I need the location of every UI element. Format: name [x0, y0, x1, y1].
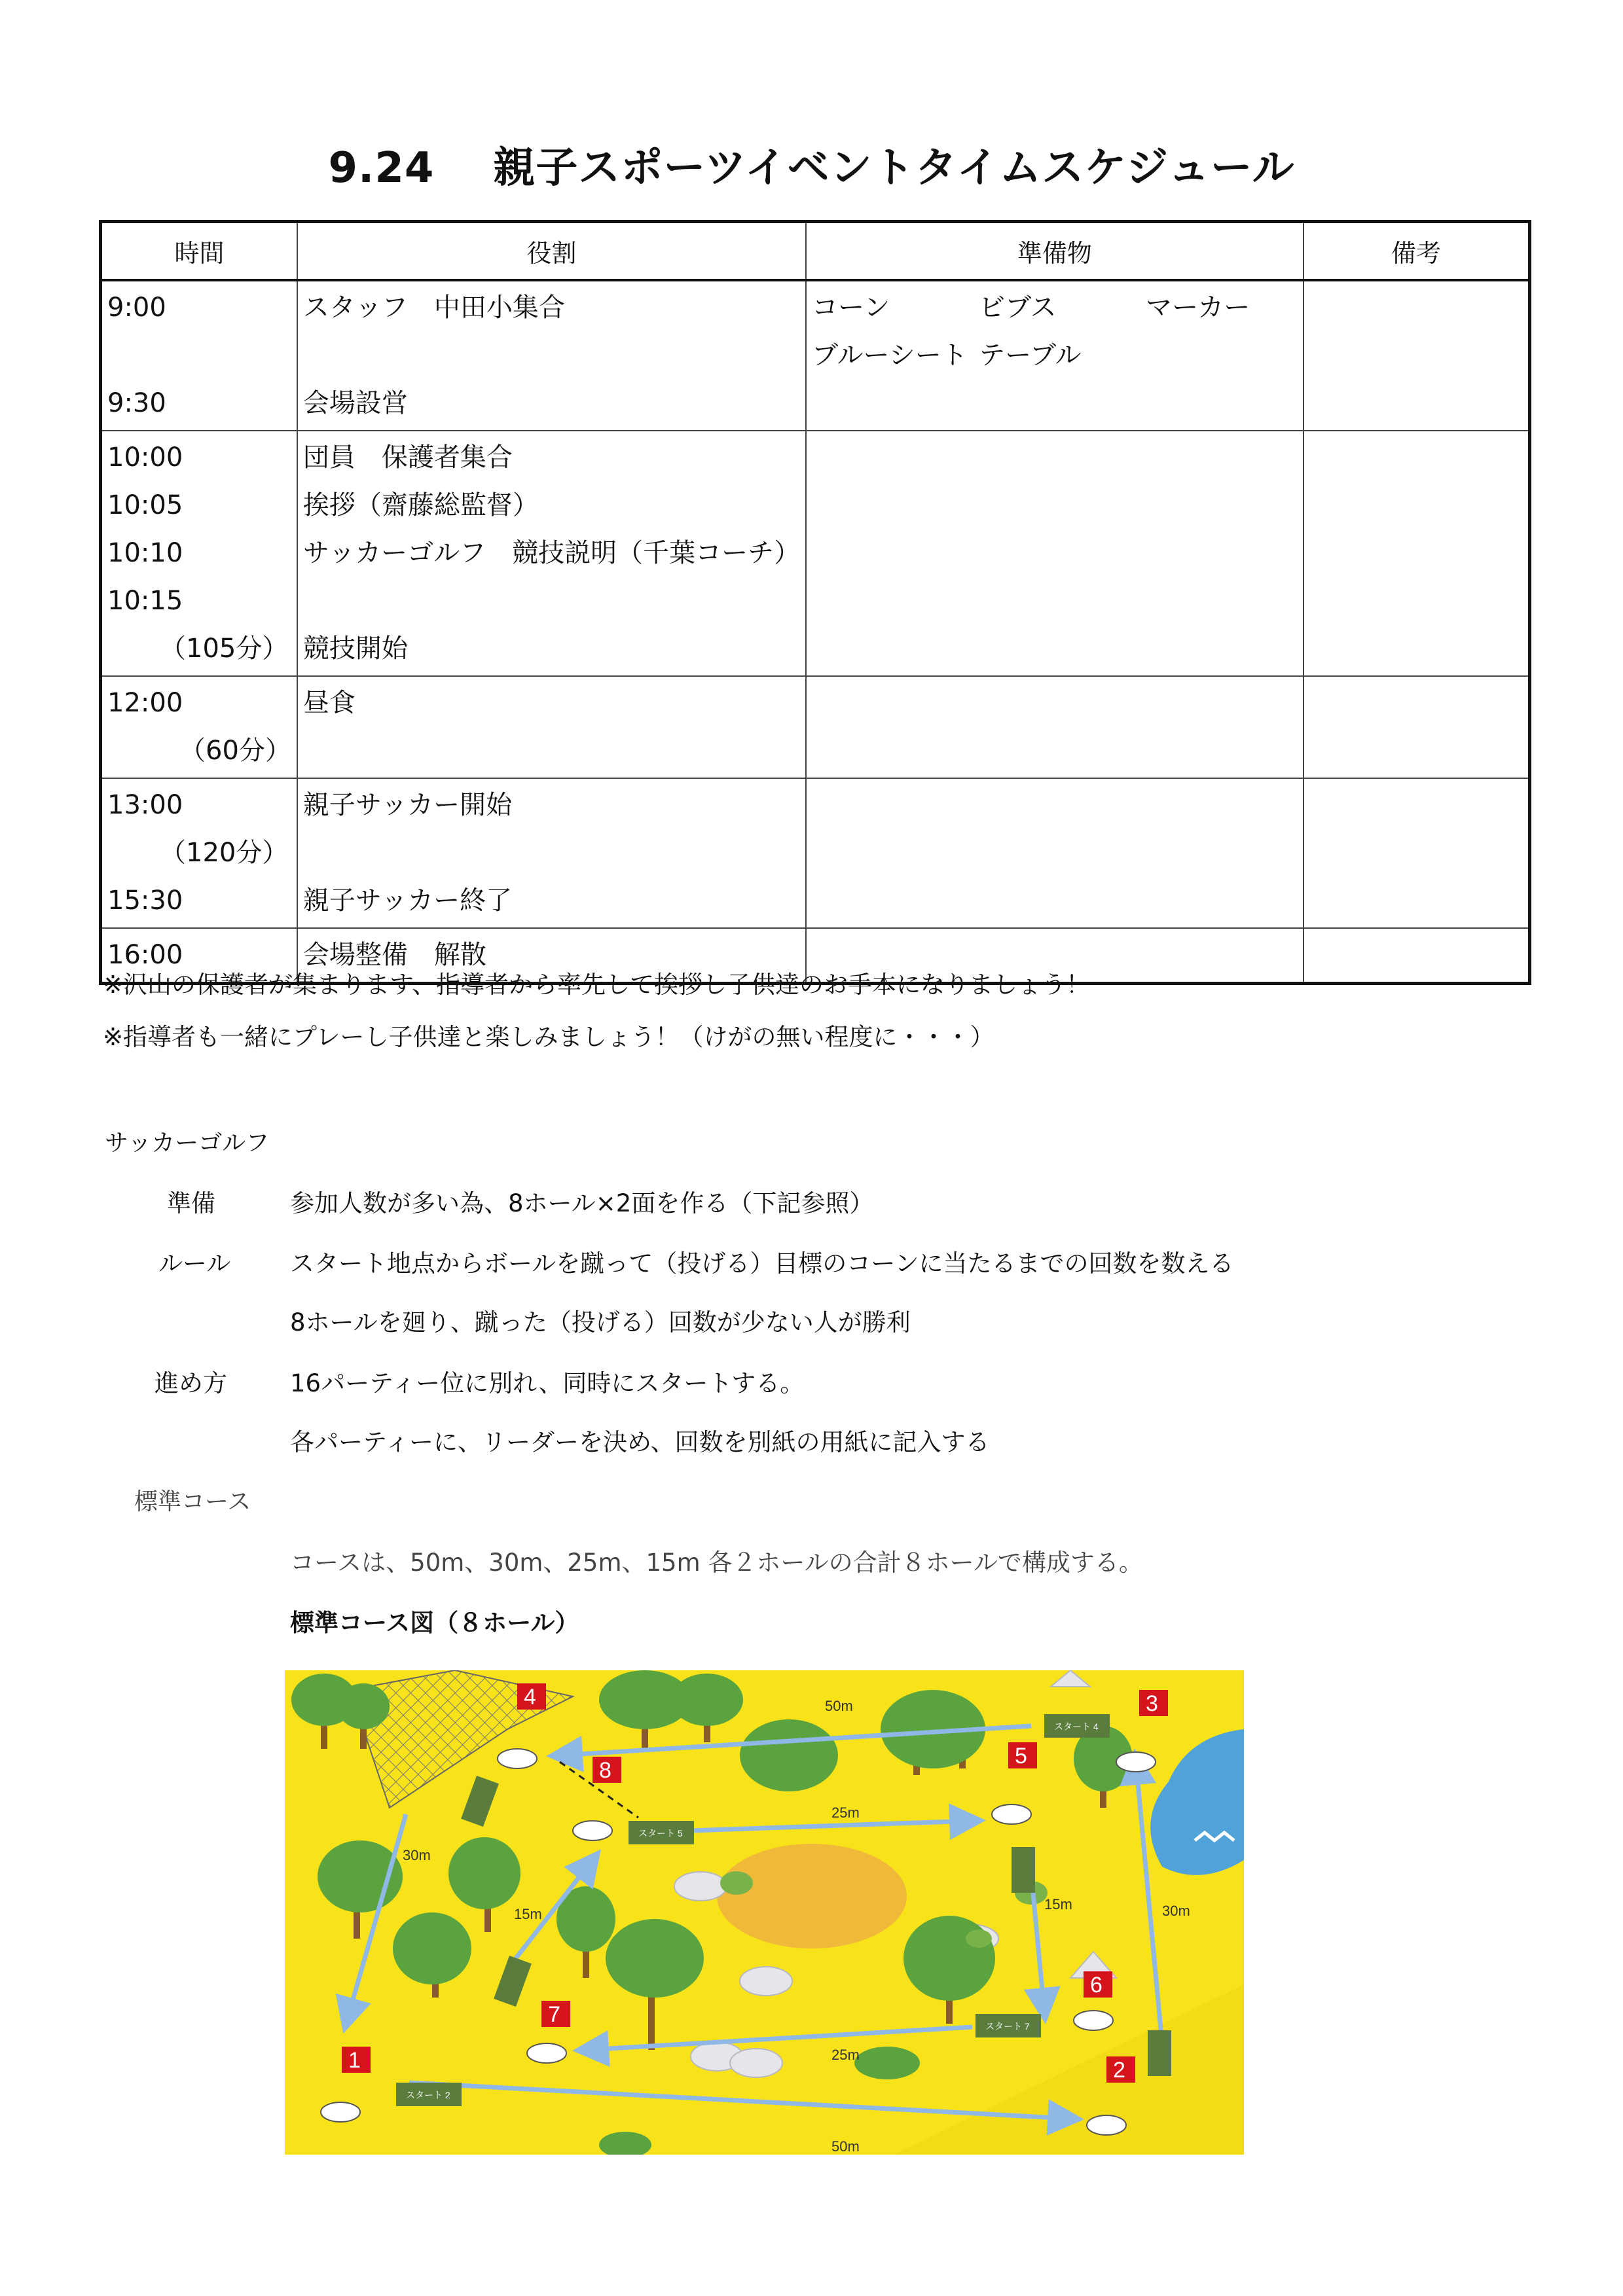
prep-item: テーブル [979, 340, 1082, 370]
role-text: 会場設営 [302, 388, 408, 418]
role-cell [297, 431, 806, 676]
role-text: 親子サッカー開始 [302, 790, 513, 820]
start-label: スタート 4 [1054, 1721, 1099, 1732]
progress-text: 16パーティー位に別れ、同時にスタートする。 [290, 1369, 805, 1397]
notes-cell [1304, 676, 1530, 778]
course-map [285, 1670, 1244, 2155]
table-header-row [101, 222, 1530, 281]
course-text: コースは、50m、30m、25m、15m 各２ホールの合計８ホールで構成する。 [290, 1549, 1143, 1577]
distance-label: 15m [1044, 1896, 1072, 1912]
rule-text: 8ホールを廻り、蹴った（投げる）回数が少ない人が勝利 [290, 1308, 911, 1336]
prep-item: コーン [812, 293, 890, 323]
svg-text:1: 1 [348, 2048, 361, 2073]
rule-text: スタート地点からボールを蹴って（投げる）目標のコーンに当たるまでの回数を数える [290, 1249, 1234, 1278]
svg-text:2: 2 [1113, 2058, 1125, 2083]
time-text: 10:10 [107, 538, 183, 568]
svg-text:8: 8 [599, 1758, 611, 1783]
header-time: 時間 [101, 222, 297, 281]
svg-text:6: 6 [1090, 1973, 1103, 1998]
table-row [101, 778, 1530, 928]
hole-flag-5 [1008, 1742, 1037, 1768]
distance-label: 50m [831, 2138, 860, 2155]
role-text: サッカーゴルフ 競技説明（千葉コーチ） [302, 538, 801, 568]
prep-cell [806, 778, 1304, 928]
distance-label: 30m [403, 1847, 431, 1863]
distance-label: 30m [1162, 1903, 1190, 1919]
role-text: 会場整備 解散 [302, 940, 486, 970]
label-prep: 準備 [167, 1189, 215, 1217]
sand-bunker [717, 1844, 907, 1948]
table-row [101, 676, 1530, 778]
label-progress: 進め方 [155, 1369, 227, 1397]
hole-flag-4 [517, 1683, 546, 1710]
time-text [107, 332, 291, 380]
role-text: 昼食 [302, 688, 356, 718]
role-text [303, 829, 800, 877]
role-cell [297, 676, 806, 778]
role-text [303, 577, 800, 625]
notes-cell [1304, 928, 1530, 984]
role-text: スタッフ 中田小集合 [302, 293, 565, 323]
time-text: 12:00 [107, 688, 183, 718]
time-text: 10:00 [107, 442, 183, 473]
start-label: スタート 5 [638, 1828, 683, 1839]
golf-heading: サッカーゴルフ [105, 1130, 270, 1157]
distance-label: 25m [831, 1804, 860, 1821]
prep-cell [806, 431, 1304, 676]
prep-item: マーカー [1146, 293, 1250, 323]
time-text: 13:00 [107, 790, 183, 820]
role-text [303, 727, 800, 775]
time-cell [101, 676, 297, 778]
role-cell [297, 778, 806, 928]
duration-text: （105分） [160, 634, 289, 664]
notes-cell [1304, 778, 1530, 928]
time-text: 15:30 [107, 886, 183, 916]
progress-text: 各パーティーに、リーダーを決め、回数を別紙の用紙に記入する [290, 1428, 990, 1456]
course-map-svg [285, 1670, 1244, 2155]
hole-flag-3 [1139, 1690, 1168, 1716]
header-notes: 備考 [1304, 222, 1530, 281]
svg-text:5: 5 [1015, 1744, 1027, 1768]
role-text: 挨拶（齋藤総監督） [302, 490, 539, 520]
duration-text: （60分） [179, 736, 291, 766]
time-cell [101, 778, 297, 928]
distance-label: 25m [831, 2047, 860, 2063]
distance-label: 15m [514, 1906, 542, 1922]
prep-cell [806, 676, 1304, 778]
page-title [0, 134, 1623, 194]
prep-cell [806, 280, 1304, 431]
diagram-title: 標準コース図（８ホール） [290, 1609, 579, 1637]
title-date: 9.24 [328, 144, 435, 192]
time-text: 16:00 [107, 940, 183, 970]
time-cell [101, 431, 297, 676]
svg-text:4: 4 [524, 1685, 536, 1710]
duration-text: （120分） [160, 838, 289, 868]
header-prep: 準備物 [806, 222, 1304, 281]
hole-flag-1 [342, 2047, 371, 2073]
hole-flag-7 [541, 2001, 570, 2027]
hole-flag-2 [1106, 2056, 1135, 2083]
course-heading: 標準コース [134, 1488, 251, 1515]
time-text: 9:30 [107, 388, 166, 418]
notes-cell [1304, 431, 1530, 676]
prep-text: 参加人数が多い為、8ホール×2面を作る（下記参照） [290, 1189, 874, 1217]
table-row [101, 431, 1530, 676]
start-label: スタート 7 [985, 2021, 1030, 2032]
note-line: ※沢山の保護者が集まります、指導者から率先して挨拶し子供達のお手本になりましょう！ [103, 971, 1091, 999]
start-label: スタート 2 [406, 2090, 450, 2100]
time-cell [101, 280, 297, 431]
prep-item: ブルーシート [812, 340, 968, 370]
time-text: 10:15 [107, 586, 183, 616]
table-row [101, 280, 1530, 431]
role-text: 競技開始 [302, 634, 408, 664]
label-rule: ルール [158, 1249, 231, 1278]
time-text: 9:00 [107, 293, 166, 323]
role-text: 団員 保護者集合 [302, 442, 513, 473]
role-text [303, 332, 800, 380]
svg-text:3: 3 [1146, 1691, 1158, 1716]
notes-block [103, 959, 1090, 1064]
hole-flag-6 [1084, 1971, 1112, 1998]
note-line: ※指導者も一緒にプレーし子供達と楽しみましょう！（けがの無い程度に・・・） [103, 1023, 994, 1051]
hole-flag-8 [593, 1757, 621, 1783]
time-text: 10:05 [107, 490, 183, 520]
prep-item: ビブス [979, 293, 1057, 323]
svg-text:7: 7 [548, 2002, 560, 2027]
role-cell [297, 280, 806, 431]
schedule-table [99, 220, 1531, 985]
notes-cell [1304, 280, 1530, 431]
distance-label: 50m [825, 1698, 853, 1714]
header-role: 役割 [297, 222, 806, 281]
title-text: 親子スポーツイベントタイムスケジュール [493, 144, 1295, 192]
role-text: 親子サッカー終了 [302, 886, 513, 916]
